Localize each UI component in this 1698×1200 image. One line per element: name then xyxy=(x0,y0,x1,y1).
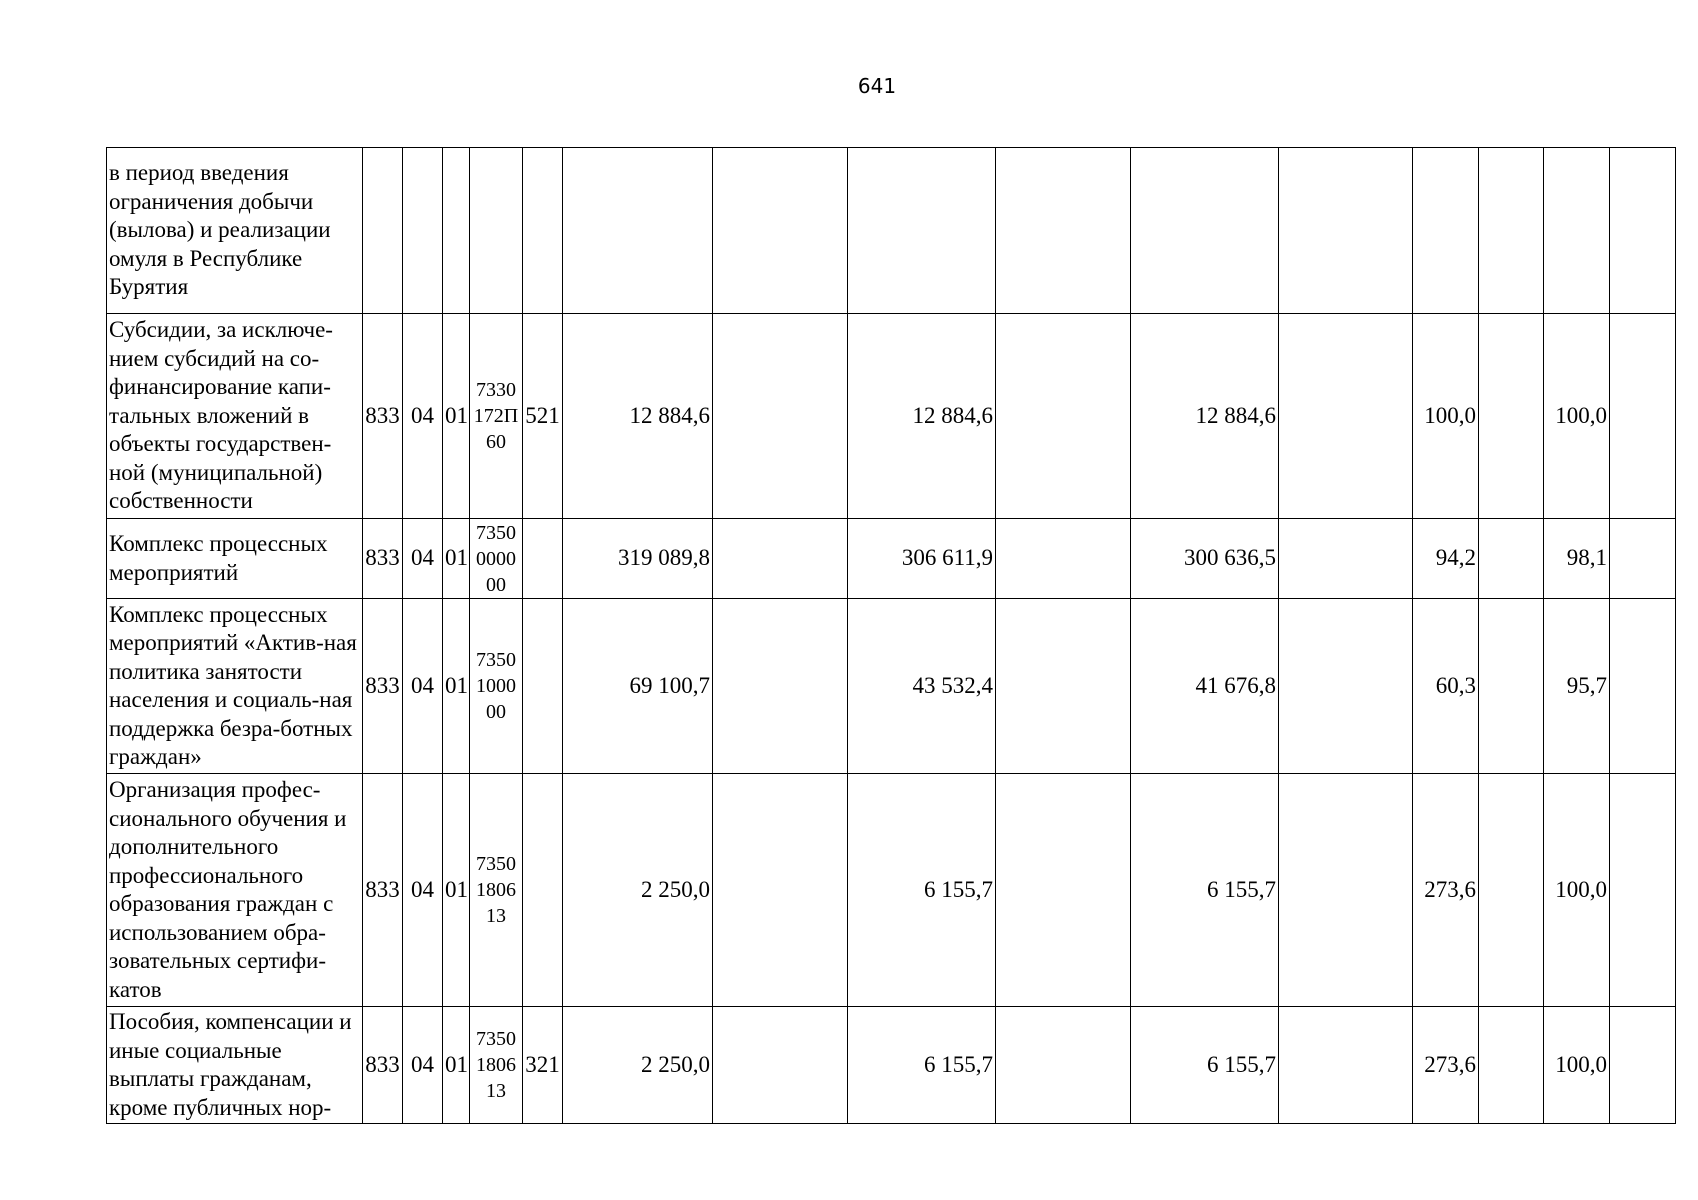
section-code: 04 xyxy=(403,599,443,774)
empty-cell xyxy=(1610,519,1676,599)
approved-amount xyxy=(563,148,713,314)
target-article-code xyxy=(470,148,523,314)
empty-cell xyxy=(1279,148,1413,314)
refined-amount: 6 155,7 xyxy=(848,1007,996,1124)
row-name: Комплекс процессных мероприятий «Актив-ная политика занятости населения и социаль-ная поддержка безра-ботных граждан» xyxy=(107,599,363,774)
empty-cell xyxy=(1479,599,1544,774)
empty-cell xyxy=(996,1007,1131,1124)
section-code: 04 xyxy=(403,1007,443,1124)
grbs-code xyxy=(363,148,403,314)
refined-amount: 306 611,9 xyxy=(848,519,996,599)
table-row xyxy=(107,519,1676,599)
percent-of-refined: 98,1 xyxy=(1544,519,1610,599)
empty-cell xyxy=(1479,314,1544,519)
expense-type-code: 321 xyxy=(523,1007,563,1124)
subsection-code xyxy=(443,148,470,314)
refined-amount xyxy=(848,148,996,314)
row-name: Пособия, компенсации и иные социальные выплаты гражданам, кроме публичных нор- xyxy=(107,1007,363,1124)
expense-type-code: 521 xyxy=(523,314,563,519)
empty-cell xyxy=(1279,599,1413,774)
percent-of-refined: 100,0 xyxy=(1544,314,1610,519)
executed-amount: 41 676,8 xyxy=(1131,599,1279,774)
percent-of-refined xyxy=(1544,148,1610,314)
percent-of-refined: 95,7 xyxy=(1544,599,1610,774)
percent-of-approved: 273,6 xyxy=(1413,774,1479,1007)
executed-amount: 12 884,6 xyxy=(1131,314,1279,519)
percent-of-approved: 60,3 xyxy=(1413,599,1479,774)
target-article-code: 7350 0000 00 xyxy=(470,519,523,599)
empty-cell xyxy=(713,519,848,599)
executed-amount: 6 155,7 xyxy=(1131,774,1279,1007)
percent-of-approved: 100,0 xyxy=(1413,314,1479,519)
grbs-code: 833 xyxy=(363,314,403,519)
percent-of-approved: 273,6 xyxy=(1413,1007,1479,1124)
percent-of-approved: 94,2 xyxy=(1413,519,1479,599)
row-name: Субсидии, за исключе-нием субсидий на со-финансирование капи-тальных вложений в объекты государствен-ной (муниципальной) собственности xyxy=(107,314,363,519)
approved-amount: 69 100,7 xyxy=(563,599,713,774)
approved-amount: 2 250,0 xyxy=(563,774,713,1007)
row-name: в период введения ограничения добычи (вылова) и реализации омуля в Республике Бурятия xyxy=(107,148,363,314)
expense-type-code xyxy=(523,774,563,1007)
empty-cell xyxy=(1279,774,1413,1007)
grbs-code: 833 xyxy=(363,774,403,1007)
executed-amount: 300 636,5 xyxy=(1131,519,1279,599)
empty-cell xyxy=(713,1007,848,1124)
empty-cell xyxy=(713,599,848,774)
refined-amount: 12 884,6 xyxy=(848,314,996,519)
empty-cell xyxy=(713,314,848,519)
executed-amount xyxy=(1131,148,1279,314)
empty-cell xyxy=(1479,519,1544,599)
page-number: 641 xyxy=(857,74,897,98)
target-article-code: 7330 172П 60 xyxy=(470,314,523,519)
table-row xyxy=(107,314,1676,519)
section-code: 04 xyxy=(403,774,443,1007)
grbs-code: 833 xyxy=(363,599,403,774)
empty-cell xyxy=(1610,1007,1676,1124)
target-article-code: 7350 1000 00 xyxy=(470,599,523,774)
percent-of-refined: 100,0 xyxy=(1544,1007,1610,1124)
empty-cell xyxy=(996,314,1131,519)
grbs-code: 833 xyxy=(363,519,403,599)
expense-type-code xyxy=(523,148,563,314)
subsection-code: 01 xyxy=(443,314,470,519)
executed-amount: 6 155,7 xyxy=(1131,1007,1279,1124)
target-article-code: 7350 1806 13 xyxy=(470,774,523,1007)
empty-cell xyxy=(1479,148,1544,314)
percent-of-approved xyxy=(1413,148,1479,314)
empty-cell xyxy=(996,148,1131,314)
row-name: Комплекс процессных мероприятий xyxy=(107,519,363,599)
empty-cell xyxy=(713,774,848,1007)
empty-cell xyxy=(1279,1007,1413,1124)
expense-type-code xyxy=(523,519,563,599)
empty-cell xyxy=(996,599,1131,774)
row-name: Организация профес-сионального обучения и дополнительного профессионального образования граждан с использованием обра-зовательных сертифи-катов xyxy=(107,774,363,1007)
empty-cell xyxy=(1610,774,1676,1007)
section-code: 04 xyxy=(403,314,443,519)
empty-cell xyxy=(1279,519,1413,599)
empty-cell xyxy=(996,519,1131,599)
refined-amount: 6 155,7 xyxy=(848,774,996,1007)
empty-cell xyxy=(1479,1007,1544,1124)
table-row xyxy=(107,599,1676,774)
empty-cell xyxy=(1279,314,1413,519)
empty-cell xyxy=(1610,148,1676,314)
approved-amount: 12 884,6 xyxy=(563,314,713,519)
refined-amount: 43 532,4 xyxy=(848,599,996,774)
empty-cell xyxy=(1479,774,1544,1007)
target-article-code: 7350 1806 13 xyxy=(470,1007,523,1124)
table-row xyxy=(107,1007,1676,1124)
expense-type-code xyxy=(523,599,563,774)
subsection-code: 01 xyxy=(443,774,470,1007)
empty-cell xyxy=(996,774,1131,1007)
section-code: 04 xyxy=(403,519,443,599)
budget-table xyxy=(106,147,1676,1124)
subsection-code: 01 xyxy=(443,1007,470,1124)
empty-cell xyxy=(713,148,848,314)
subsection-code: 01 xyxy=(443,519,470,599)
section-code xyxy=(403,148,443,314)
subsection-code: 01 xyxy=(443,599,470,774)
grbs-code: 833 xyxy=(363,1007,403,1124)
table-row xyxy=(107,774,1676,1007)
table-row xyxy=(107,148,1676,314)
empty-cell xyxy=(1610,599,1676,774)
percent-of-refined: 100,0 xyxy=(1544,774,1610,1007)
empty-cell xyxy=(1610,314,1676,519)
approved-amount: 2 250,0 xyxy=(563,1007,713,1124)
approved-amount: 319 089,8 xyxy=(563,519,713,599)
